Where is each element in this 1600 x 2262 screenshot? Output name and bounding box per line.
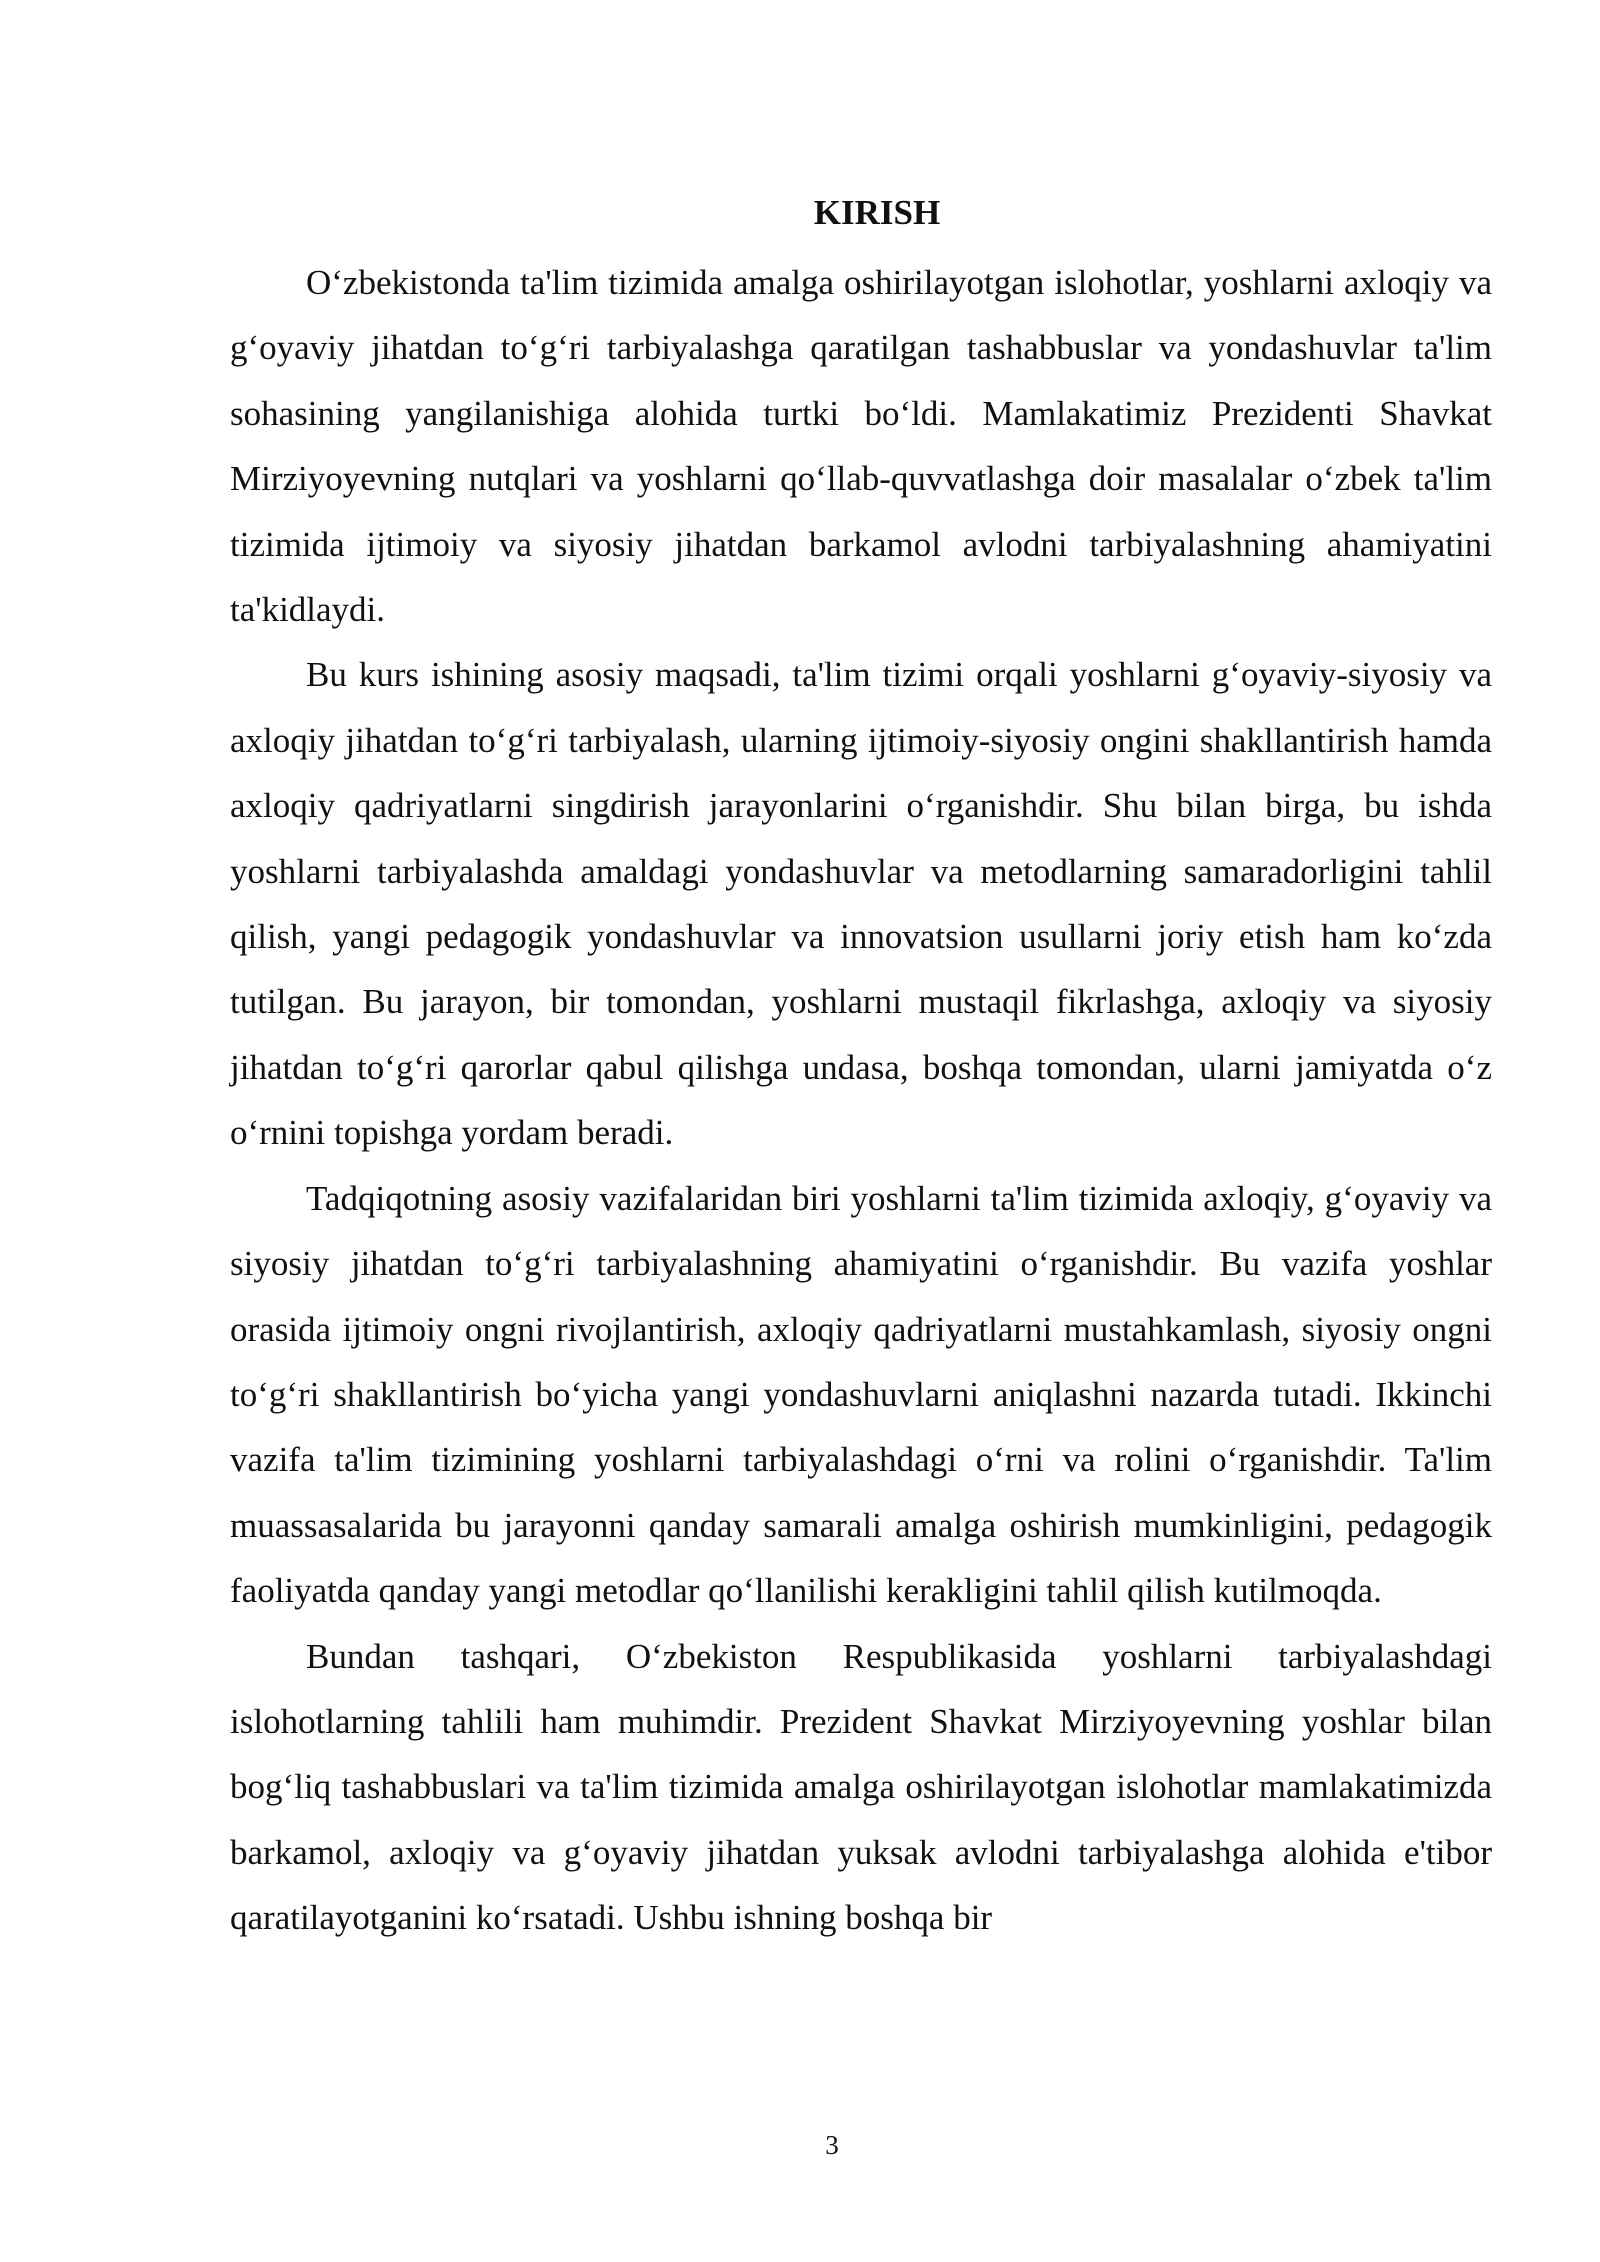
paragraph-3: Tadqiqotning asosiy vazifalaridan biri yoshlarni ta'lim tizimida axloqiy, g‘oyaviy va siyosiy jihatdan to‘g‘ri tarbiyalashning ahamiyatini o‘rganishdir. Bu vazifa yoshlar orasida ijtimoiy ongni rivojlantirish, axloqiy qadriyatlarni mustahkamlash, siyosiy ongni to‘g‘ri shakllantirish bo‘yicha yangi yondashuvlarni aniqlashni nazarda tutadi. Ikkinchi vazifa ta'lim tizimining yoshlarni tarbiyalashdagi o‘rni va rolini o‘rganishdir. Ta'lim muassasalarida bu jarayonni qanday samarali amalga oshirish mumkinligini, pedagogik faoliyatda qanday yangi metodlar qo‘llanilishi kerakligini tahlil qilish kutilmoqda. [230,1178,1492,1611]
section-title: KIRISH [813,193,941,232]
page-body [230,188,1492,1951]
page-number: 3 [825,2130,839,2160]
paragraph-1: O‘zbekistonda ta'lim tizimida amalga oshirilayotgan islohotlar, yoshlarni axloqiy va g‘oyaviy jihatdan to‘g‘ri tarbiyalashga qaratilgan tashabbuslar va yondashuvlar ta'lim sohasining yangilanishiga alohida turtki bo‘ldi. Mamlakatimiz Prezidenti Shavkat Mirziyoyevning nutqlari va yoshlarni qo‘llab-quvvatlashga doir masalalar o‘zbek ta'lim tizimida ijtimoiy va siyosiy jihatdan barkamol avlodni tarbiyalashning ahamiyatini ta'kidlaydi. [230,263,1492,630]
paragraph-2: Bu kurs ishining asosiy maqsadi, ta'lim tizimi orqali yoshlarni g‘oyaviy-siyosiy va axloqiy jihatdan to‘g‘ri tarbiyalash, ularning ijtimoiy-siyosiy ongini shakllantirish hamda axloqiy qadriyatlarni singdirish jarayonlarini o‘rganishdir. Shu bilan birga, bu ishda yoshlarni tarbiyalashda amaldagi yondashuvlar va metodlarning samaradorligini tahlil qilish, yangi pedagogik yondashuvlar va innovatsion usullarni joriy etish ham ko‘zda tutilgan. Bu jarayon, bir tomondan, yoshlarni mustaqil fikrlashga, axloqiy va siyosiy jihatdan to‘g‘ri qarorlar qabul qilishga undasa, boshqa tomondan, ularni jamiyatda o‘z o‘rnini topishga yordam beradi. [230,655,1492,1153]
paragraph-4: Bundan tashqari, O‘zbekiston Respublikasida yoshlarni tarbiyalashdagi islohotlarning tahlili ham muhimdir. Prezident Shavkat Mirziyoyevning yoshlar bilan bog‘liq tashabbuslari va ta'lim tizimida amalga oshirilayotgan islohotlar mamlakatimizda barkamol, axloqiy va g‘oyaviy jihatdan yuksak avlodni tarbiyalashga alohida e'tibor qaratilayotganini ko‘rsatadi. Ushbu ishning boshqa bir [230,1636,1492,1938]
